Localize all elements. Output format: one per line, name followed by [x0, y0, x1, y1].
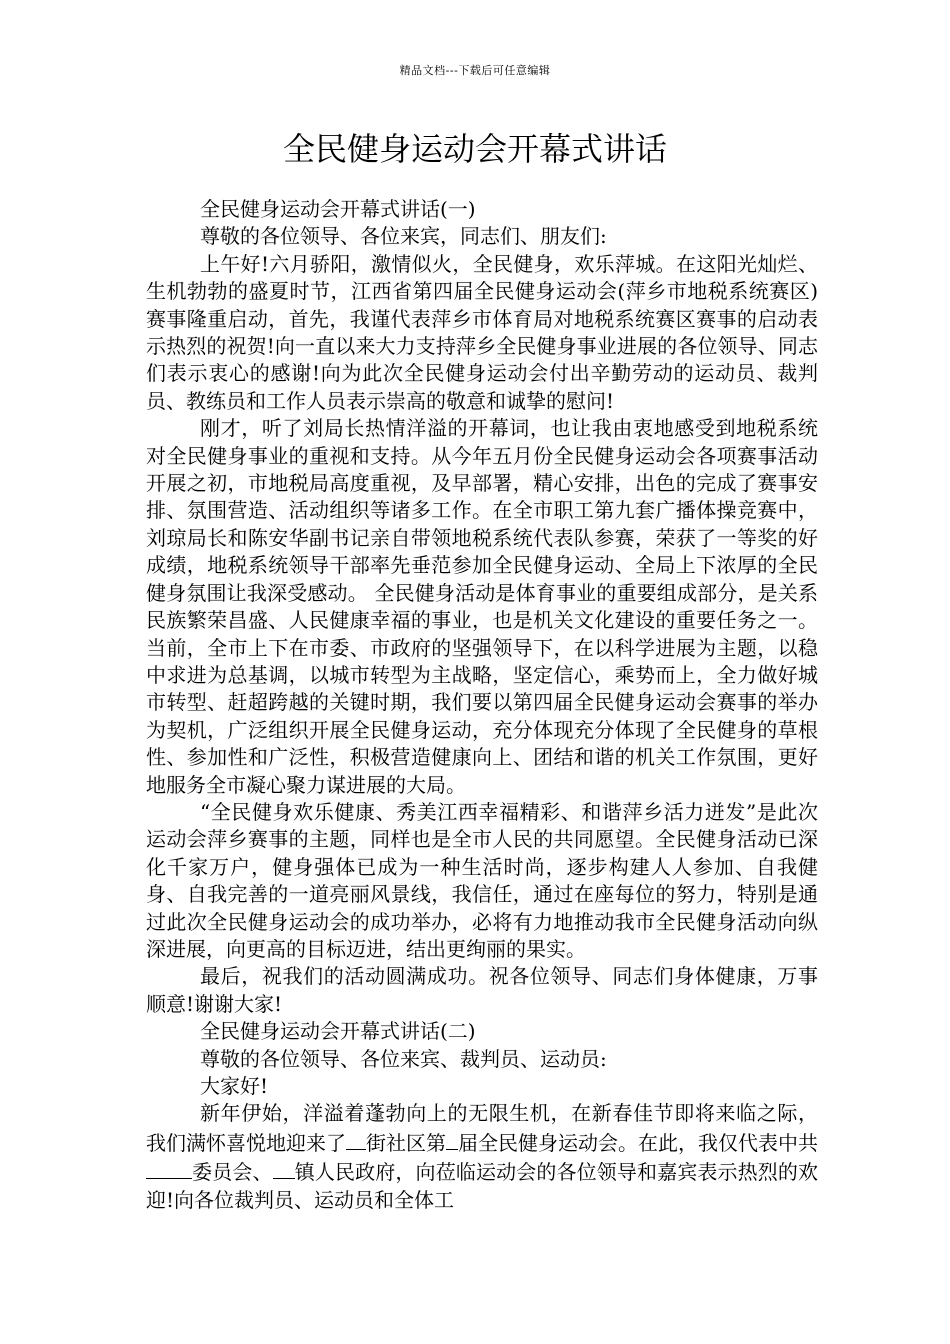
header-note: 精品文档---下载后可任意编辑 — [399, 64, 551, 77]
speech1-heading: 全民健身运动会开幕式讲话(一) — [200, 197, 476, 221]
fill-in-blank — [346, 1128, 366, 1150]
speech2-paragraph-1 — [146, 1100, 818, 1214]
speech2-greeting: 大家好! — [200, 1074, 269, 1098]
speech1-paragraph-3: “全民健身欢乐健康、秀美江西幸福精彩、和谐萍乡活力迸发”是此次运动会萍乡赛事的主题，同样也是全市人民的共同愿望。全民健身活动已深化千家万户，健身强体已成为一种生活时尚，逐步构建人人参加、自我健身、自我完善的一道亮丽风景线，我信任，通过在座每位的努力，特别是通过此次全民健身运动会的成功举办，必将有力地推动我市全民健身活动向纵深进展，向更高的目标迈进，结出更绚丽的果实。 — [146, 799, 818, 961]
speech1-paragraph-2: 刚才，听了刘局长热情洋溢的开幕词，也让我由衷地感受到地税系统对全民健身事业的重视和支持。从今年五月份全民健身运动会各项赛事活动开展之初，市地税局高度重视，及早部署，精心安排，出色的完成了赛事安排、氛围营造、活动组织等诸多工作。在全市职工第九套广播体操竞赛中，刘琼局长和陈安华副书记亲自带领地税系统代表队参赛，荣获了一等奖的好成绩，地税系统领导干部率先垂范参加全民健身运动、全局上下浓厚的全民健身氛围让我深受感动。 全民健身活动是体育事业的重要组成部分，是关系民族繁荣昌盛、人民健康幸福的事业，也是机关文化建设的重要任务之一。当前，全市上下在市委、市政府的坚强领导下，在以科学进展为主题，以稳中求进为总基调，以城市转型为主战略，坚定信心，乘势而上，全力做好城市转型、赶超跨越的关键时期，我们要以第四届全民健身运动会赛事的举办为契机，广泛组织开展全民健身运动，充分体现充分体现了全民健身的草根性、参加性和广泛性，积极营造健康向上、团结和谐的机关工作氛围，更好地服务全市凝心聚力谋进展的大局。 — [146, 416, 818, 797]
document-title: 全民健身运动会开幕式讲话 — [282, 130, 667, 168]
speech2-heading: 全民健身运动会开幕式讲话(二) — [200, 1019, 476, 1044]
speech1-paragraph-4: 最后，祝我们的活动圆满成功。祝各位领导、同志们身体健康，万事顺意!谢谢大家! — [146, 964, 818, 1016]
speech1-salutation: 尊敬的各位领导、各位来宾，同志们、朋友们: — [200, 224, 607, 249]
speech2-p1-part-a: 新年伊始，洋溢着蓬勃向上的无限生机，在新春佳节即将来临之际，我们满怀喜悦地迎来了 — [146, 1101, 818, 1155]
speech2-p1-part-d: 委员会、 — [192, 1160, 273, 1185]
fill-in-blank — [446, 1128, 458, 1150]
speech2-p1-part-b: 街社区第 — [366, 1130, 446, 1155]
speech2-salutation: 尊敬的各位领导、各位来宾、裁判员、运动员: — [200, 1046, 607, 1071]
fill-in-blank — [273, 1157, 295, 1179]
document-body — [146, 196, 818, 1214]
speech2-p1-part-e: 镇人民政府，向莅临运动会的各位领导和嘉宾表示热烈的欢迎!向各位裁判员、运动员和全体工 — [146, 1160, 819, 1212]
fill-in-blank — [146, 1157, 192, 1179]
speech2-p1-part-c: 届全民健身运动会。在此，我仅代表中共 — [458, 1130, 818, 1155]
speech1-paragraph-1: 上午好!六月骄阳，激情似火，全民健身，欢乐萍城。在这阳光灿烂、生机勃勃的盛夏时节，江西省第四届全民健身运动会(萍乡市地税系统赛区)赛事隆重启动，首先，我谨代表萍乡市体育局对地税系统赛区赛事的启动表示热烈的祝贺!向一直以来大力支持萍乡全民健身事业进展的各位领导、同志们表示衷心的感谢!向为此次全民健身运动会付出辛勤劳动的运动员、裁判员、教练员和工作人员表示崇高的敬意和诚挚的慰问! — [146, 251, 818, 413]
